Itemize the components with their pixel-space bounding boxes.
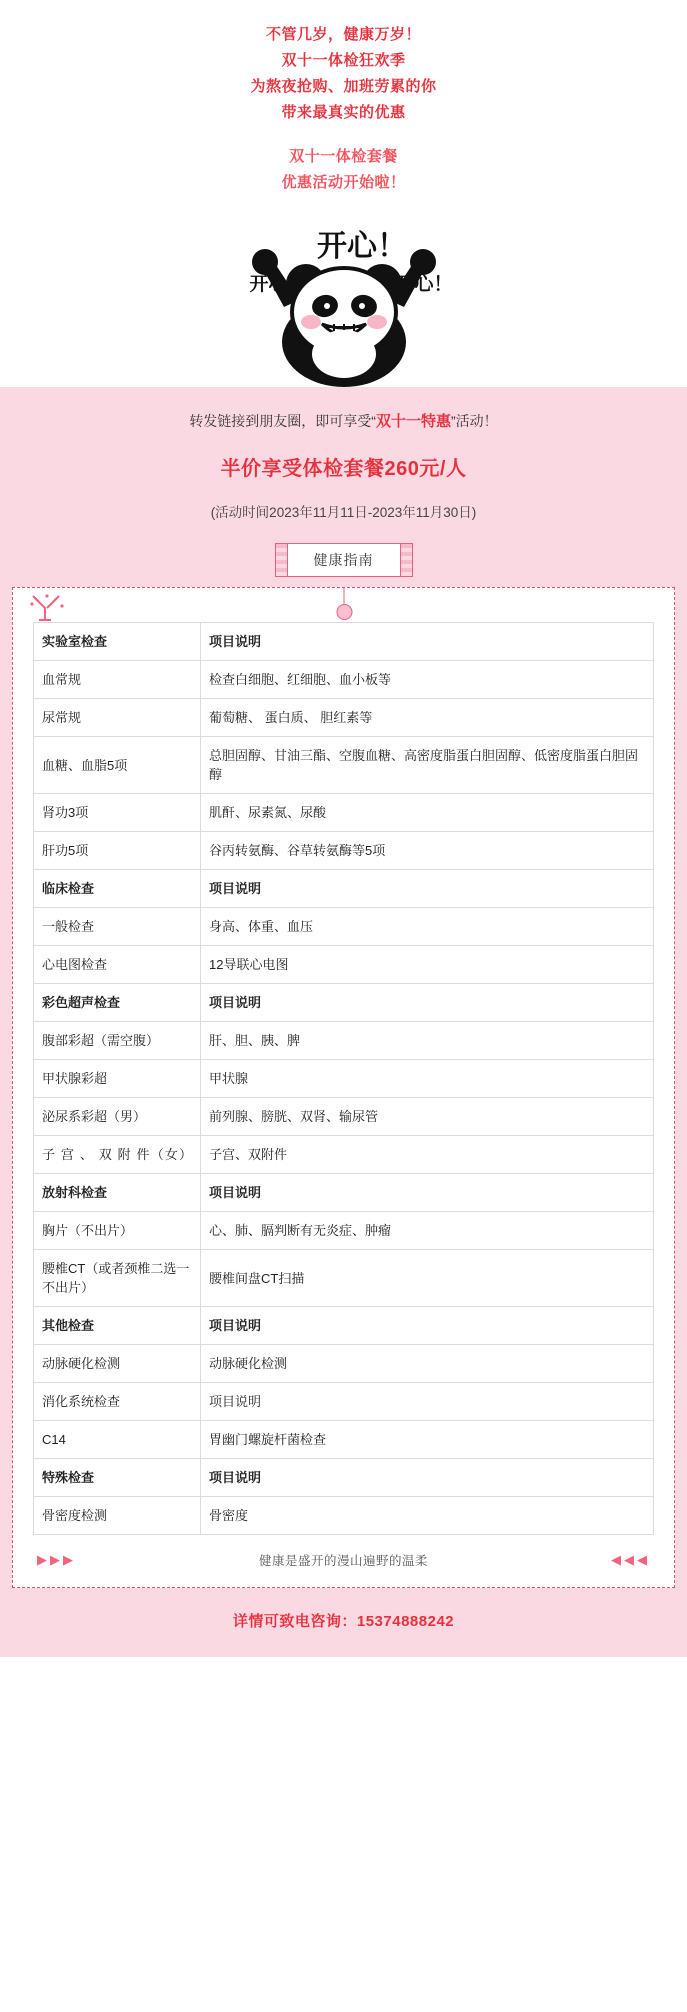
table-cell-detail: 项目说明 — [201, 623, 654, 661]
promo-band — [0, 387, 687, 587]
headline-line-3: 为熬夜抢购、加班劳累的你 — [250, 78, 437, 95]
card-area — [0, 587, 687, 1588]
table-cell-detail: 检查白细胞、红细胞、血小板等 — [201, 661, 654, 699]
table-row — [34, 1250, 654, 1307]
table-cell-category: 胸片（不出片） — [34, 1212, 201, 1250]
table-row — [34, 1345, 654, 1383]
table-cell-detail: 前列腺、膀胱、双肾、输尿管 — [201, 1098, 654, 1136]
table-cell-detail: 项目说明 — [201, 870, 654, 908]
table-cell-category: 消化系统检查 — [34, 1383, 201, 1421]
bottom-band — [0, 1588, 687, 1657]
footer-slogan: 健康是盛开的漫山遍野的温柔 — [258, 1554, 428, 1568]
headline-line-4: 带来最真实的优惠 — [281, 104, 406, 121]
table-cell-category: 心电图检查 — [34, 946, 201, 984]
table-row — [34, 1307, 654, 1345]
headline-sub-2: 优惠活动开始啦！ — [281, 174, 406, 191]
table-cell-detail: 项目说明 — [201, 1174, 654, 1212]
table-row — [34, 870, 654, 908]
table-row — [34, 1383, 654, 1421]
table-row — [34, 1136, 654, 1174]
table-row — [34, 832, 654, 870]
table-cell-category: 肝功5项 — [34, 832, 201, 870]
table-row — [34, 1174, 654, 1212]
pin-icon — [343, 588, 344, 610]
table-row — [34, 1459, 654, 1497]
right-arrows-icon: ◀◀◀ — [610, 1552, 650, 1567]
svg-text:开心！: 开心！ — [316, 229, 407, 264]
table-cell-category: 动脉硬化检测 — [34, 1345, 201, 1383]
table-cell-detail: 甲状腺 — [201, 1060, 654, 1098]
table-cell-detail: 胃幽门螺旋杆菌检查 — [201, 1421, 654, 1459]
left-arrows-icon: ▶▶▶ — [37, 1552, 76, 1567]
table-cell-detail: 总胆固醇、甘油三酯、空腹血糖、高密度脂蛋白胆固醇、低密度脂蛋白胆固醇 — [201, 737, 654, 794]
table-cell-detail: 谷丙转氨酶、谷草转氨酶等5项 — [201, 832, 654, 870]
table-cell-detail: 腰椎间盘CT扫描 — [201, 1250, 654, 1307]
table-cell-category: 放射科检查 — [34, 1174, 201, 1212]
table-row — [34, 1497, 654, 1535]
contact-phone[interactable]: 详情可致电咨询：15374888242 — [232, 1613, 455, 1630]
table-cell-category: 临床检查 — [34, 870, 201, 908]
table-cell-detail: 葡萄糖、 蛋白质、 胆红素等 — [201, 699, 654, 737]
table-row — [34, 623, 654, 661]
share-note-suffix: ”活动！ — [451, 413, 498, 429]
headline-sub-1: 双十一体检套餐 — [289, 148, 398, 165]
bottom-spacer — [0, 1657, 687, 1687]
exam-table-body — [34, 623, 654, 1535]
table-cell-detail: 动脉硬化检测 — [201, 1345, 654, 1383]
table-cell-category: 腰椎CT（或者颈椎二选一不出片） — [34, 1250, 201, 1307]
ticket-right-stub — [401, 543, 413, 577]
panda-illustration — [0, 212, 687, 387]
table-cell-category: 实验室检查 — [34, 623, 201, 661]
table-cell-detail: 项目说明 — [201, 984, 654, 1022]
table-row — [34, 908, 654, 946]
table-cell-category: 泌尿系彩超（男） — [34, 1098, 201, 1136]
table-cell-category: 其他检查 — [34, 1307, 201, 1345]
table-cell-detail: 项目说明 — [201, 1383, 654, 1421]
panda-meme-icon — [134, 212, 554, 387]
headline-gap — [0, 126, 687, 144]
table-cell-detail: 12导联心电图 — [201, 946, 654, 984]
table-cell-category: 彩色超声检查 — [34, 984, 201, 1022]
table-cell-detail: 肝、胆、胰、脾 — [201, 1022, 654, 1060]
svg-text:开心！: 开心！ — [248, 273, 307, 295]
table-cell-category: 子 宫 、 双 附 件（女） — [34, 1136, 201, 1174]
table-row — [34, 1098, 654, 1136]
table-row — [34, 1060, 654, 1098]
table-cell-category: 一般检查 — [34, 908, 201, 946]
champagne-glasses-icon — [27, 594, 67, 628]
table-row — [34, 1421, 654, 1459]
table-cell-detail: 身高、体重、血压 — [201, 908, 654, 946]
price-headline: 半价享受体检套餐260元/人 — [220, 458, 467, 480]
table-row — [34, 699, 654, 737]
ticket-left-stub — [275, 543, 287, 577]
table-cell-category: 尿常规 — [34, 699, 201, 737]
guide-button-row — [20, 543, 667, 577]
activity-period: (活动时间2023年11月11日-2023年11月30日) — [210, 505, 477, 520]
table-cell-category: 血糖、血脂5项 — [34, 737, 201, 794]
table-cell-category: 肾功3项 — [34, 794, 201, 832]
headline-line-1: 不管几岁，健康万岁！ — [265, 26, 421, 43]
headline-line-2: 双十一体检狂欢季 — [281, 52, 406, 69]
table-cell-category: 甲状腺彩超 — [34, 1060, 201, 1098]
table-cell-detail: 子宫、双附件 — [201, 1136, 654, 1174]
table-row — [34, 946, 654, 984]
svg-text:开心！: 开心！ — [394, 273, 453, 295]
table-cell-detail: 项目说明 — [201, 1307, 654, 1345]
share-note — [20, 409, 667, 434]
table-cell-detail: 心、肺、膈判断有无炎症、肿瘤 — [201, 1212, 654, 1250]
table-cell-category: 特殊检查 — [34, 1459, 201, 1497]
table-row — [34, 984, 654, 1022]
health-guide-button[interactable]: 健康指南 — [287, 543, 401, 577]
card-footer — [33, 1535, 654, 1573]
table-cell-category: 骨密度检测 — [34, 1497, 201, 1535]
table-cell-detail: 肌酐、尿素氮、尿酸 — [201, 794, 654, 832]
exam-items-table — [33, 622, 654, 1535]
table-row — [34, 1022, 654, 1060]
headline-block — [0, 0, 687, 206]
table-row — [34, 661, 654, 699]
table-cell-category: 血常规 — [34, 661, 201, 699]
table-row — [34, 737, 654, 794]
share-note-prefix: 转发链接到朋友圈，即可享受“ — [189, 413, 376, 429]
table-cell-detail: 项目说明 — [201, 1459, 654, 1497]
table-row — [34, 1212, 654, 1250]
table-cell-detail: 骨密度 — [201, 1497, 654, 1535]
table-row — [34, 794, 654, 832]
exam-card — [12, 587, 675, 1588]
table-cell-category: 腹部彩超（需空腹） — [34, 1022, 201, 1060]
table-cell-category: C14 — [34, 1421, 201, 1459]
share-note-highlight: 双十一特惠 — [375, 413, 451, 430]
